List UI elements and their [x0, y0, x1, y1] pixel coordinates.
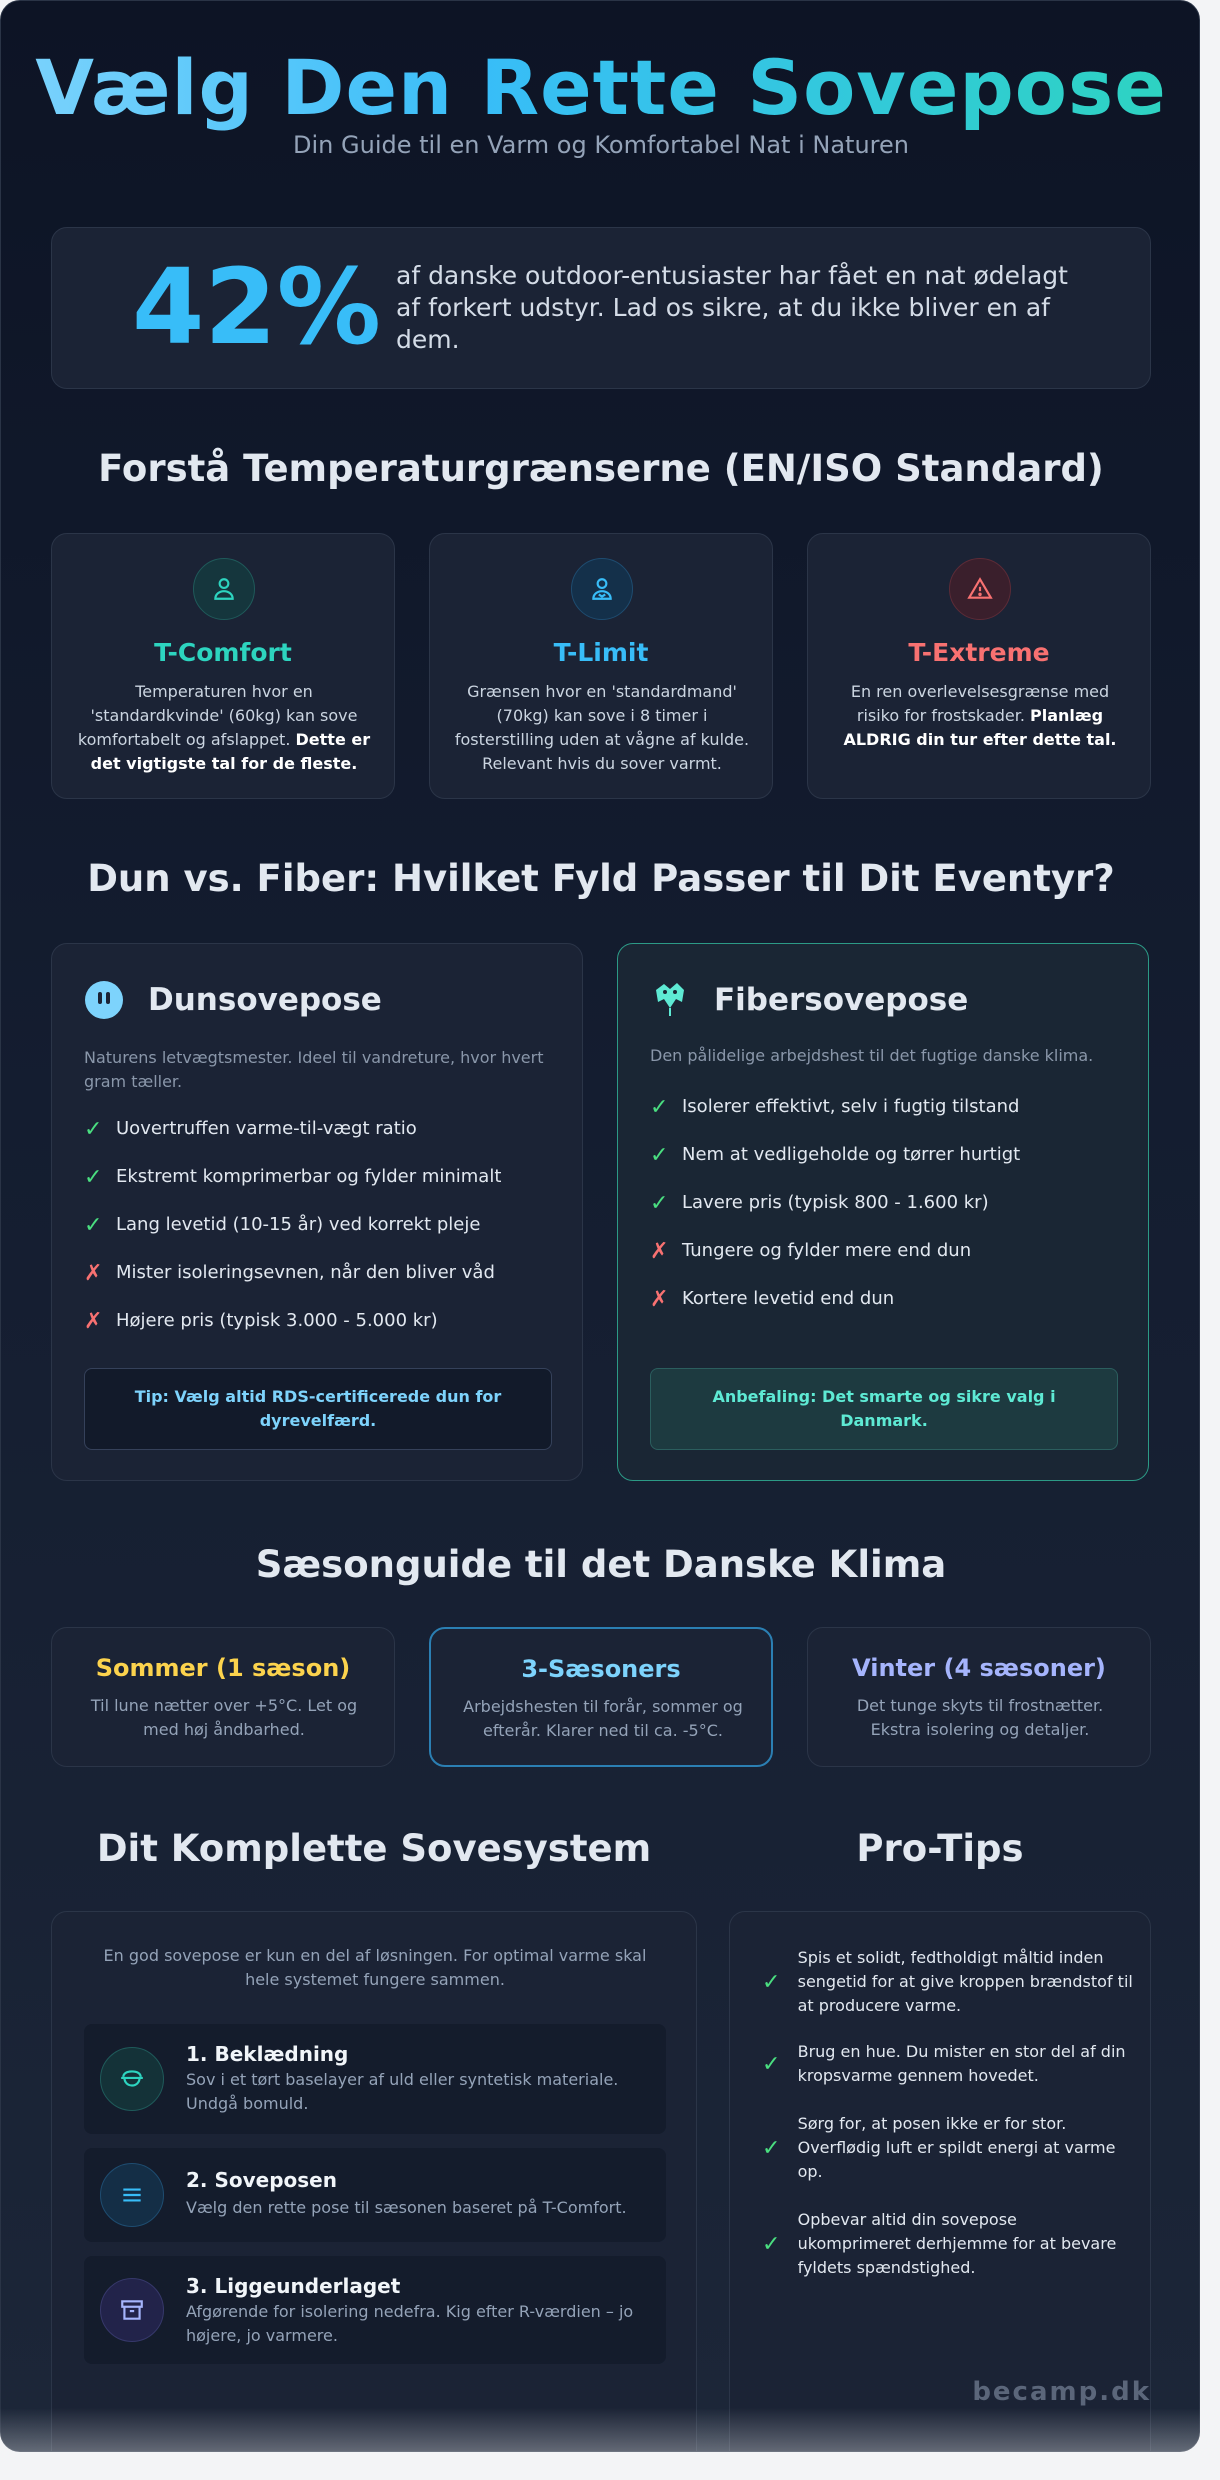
list-item: ✓ Lavere pris (typisk 800 - 1.600 kr): [650, 1191, 989, 1216]
down-title: Dunsovepose: [148, 982, 382, 1018]
temp-name: T-Extreme: [908, 638, 1050, 667]
down-tip: Tip: Vælg altid RDS-certificerede dun for dyrevelfærd.: [84, 1368, 552, 1450]
temp-name: T-Limit: [553, 638, 649, 667]
step-clothing: [84, 2024, 666, 2134]
season-desc: Det tunge skyts til frostnætter. Ekstra isolering og detaljer.: [856, 1696, 1104, 1739]
feather-icon: [84, 980, 124, 1020]
tip-item: ✓ Opbevar altid din sovepose ukomprimeret derhjemme for at bevare fyldets spændstighed.: [762, 2208, 1134, 2280]
fiber-subtitle: Den pålidelige arbejdshest til det fugtige danske klima.: [650, 1046, 1094, 1065]
list-item: ✓ Nem at vedligeholde og tørrer hurtigt: [650, 1143, 1021, 1168]
list-item: ✗ Højere pris (typisk 3.000 - 5.000 kr): [84, 1309, 438, 1334]
temp-name: T-Comfort: [154, 638, 292, 667]
system-section-title: Dit Komplette Sovesystem: [96, 1827, 652, 1870]
tips-card: [729, 1911, 1151, 2452]
box-icon: [100, 2278, 164, 2342]
person-curled-icon: [571, 558, 633, 620]
check-icon: ✓: [762, 2232, 781, 2257]
season-desc: Til lune nætter over +5°C. Let og med høj åndbarhed.: [90, 1696, 358, 1739]
season-name: Vinter (4 sæsoner): [852, 1654, 1106, 1682]
temperature-section-title: Forstå Temperaturgrænserne (EN/ISO Standard): [98, 447, 1104, 490]
person-icon: [193, 558, 255, 620]
clothing-icon: [100, 2047, 164, 2111]
season-name: Sommer (1 sæson): [95, 1654, 351, 1682]
temp-desc: Temperaturen hvor en 'standardkvinde' (60kg) kan sove komfortabelt og afslappet. Dette er det vigtigste tal for de fleste.: [77, 682, 371, 773]
tips-section-title: Pro-Tips: [856, 1827, 1024, 1870]
step-desc: Sov i et tørt baselayer af uld eller syntetisk materiale. Undgå bomuld.: [186, 2070, 619, 2113]
list-item: ✓ Lang levetid (10-15 år) ved korrekt pleje: [84, 1213, 481, 1238]
warning-icon: [949, 558, 1011, 620]
temp-card-comfort: [51, 533, 395, 799]
check-icon: ✓: [762, 2052, 781, 2077]
season-desc: Arbejdshesten til forår, sommer og efterår. Klarer ned til ca. -5°C.: [463, 1697, 743, 1740]
system-intro: En god sovepose er kun en del af løsningen. For optimal varme skal hele systemet fungere sammen.: [103, 1946, 647, 1989]
stat-number: 42%: [132, 246, 381, 368]
season-card-winter: [807, 1627, 1151, 1767]
list-item: ✗ Kortere levetid end dun: [650, 1287, 895, 1312]
check-icon: ✓: [762, 2136, 781, 2161]
stat-card: [51, 227, 1151, 389]
step-desc: Vælg den rette pose til sæsonen baseret på T-Comfort.: [186, 2198, 627, 2217]
list-item: ✓ Isolerer effektivt, selv i fugtig tilstand: [650, 1095, 1020, 1120]
step-sleepingpad: [84, 2256, 666, 2364]
tip-item: ✓ Sørg for, at posen ikke er for stor. Overflødig luft er spildt energi at varme op.: [762, 2112, 1134, 2184]
tip-item: ✓ Brug en hue. Du mister en stor del af din kropsvarme gennem hovedet.: [762, 2040, 1134, 2088]
list-item: ✗ Mister isoleringsevnen, når den bliver våd: [84, 1261, 495, 1286]
step-desc: Afgørende for isolering nedefra. Kig efter R-værdien – jo højere, jo varmere.: [186, 2302, 634, 2345]
down-subtitle: Naturens letvægtsmester. Ideel til vandreture, hvor hvert gram tæller.: [84, 1048, 544, 1091]
system-card: [51, 1911, 697, 2452]
step-title: 3. Liggeunderlaget: [186, 2274, 401, 2298]
fill-section-title: Dun vs. Fiber: Hvilket Fyld Passer til Dit Eventyr?: [87, 857, 1115, 900]
list-item: ✓ Uovertruffen varme-til-vægt ratio: [84, 1117, 417, 1142]
stat-text: af danske outdoor-entusiaster har fået en nat ødelagt af forkert udstyr. Lad os sikre, at du ikke bliver en af dem.: [396, 261, 1068, 354]
temp-card-limit: [429, 533, 773, 799]
down-card: [51, 943, 583, 1481]
page-title: Vælg Den Rette Sovepose: [1, 43, 1200, 133]
list-item: ✗ Tungere og fylder mere end dun: [650, 1239, 972, 1264]
layers-icon: [100, 2163, 164, 2227]
brand-watermark: becamp.dk: [972, 2377, 1151, 2407]
fiber-title: Fibersovepose: [714, 982, 969, 1018]
tip-item: ✓ Spis et solidt, fedtholdigt måltid inden sengetid for at give kroppen brændstof til at producere varme.: [762, 1946, 1134, 2018]
step-title: 2. Soveposen: [186, 2168, 337, 2192]
step-title: 1. Beklædning: [186, 2042, 349, 2066]
temp-desc: Grænsen hvor en 'standardmand' (70kg) kan sove i 8 timer i fosterstilling uden at vågne af kulde. Relevant hvis du sover varmt.: [454, 682, 750, 773]
season-section-title: Sæsonguide til det Danske Klima: [255, 1543, 947, 1586]
season-name: 3-Sæsoners: [521, 1655, 681, 1683]
check-icon: ✓: [762, 1970, 781, 1995]
cloud-rain-icon: [650, 980, 690, 1020]
down-list: [84, 1118, 564, 1358]
fiber-tip: Anbefaling: Det smarte og sikre valg i Danmark.: [650, 1368, 1118, 1450]
step-sleepingbag: [84, 2148, 666, 2242]
list-item: ✓ Ekstremt komprimerbar og fylder minimalt: [84, 1165, 502, 1190]
page-subtitle: Din Guide til en Varm og Komfortabel Nat i Naturen: [293, 131, 909, 159]
fiber-list: [650, 1096, 1130, 1336]
fiber-card: [617, 943, 1149, 1481]
season-card-3season: [429, 1627, 773, 1767]
temp-desc: En ren overlevelsesgrænse med risiko for frostskader. Planlæg ALDRIG din tur efter dette tal.: [843, 682, 1117, 749]
temp-card-extreme: [807, 533, 1151, 799]
season-card-summer: [51, 1627, 395, 1767]
